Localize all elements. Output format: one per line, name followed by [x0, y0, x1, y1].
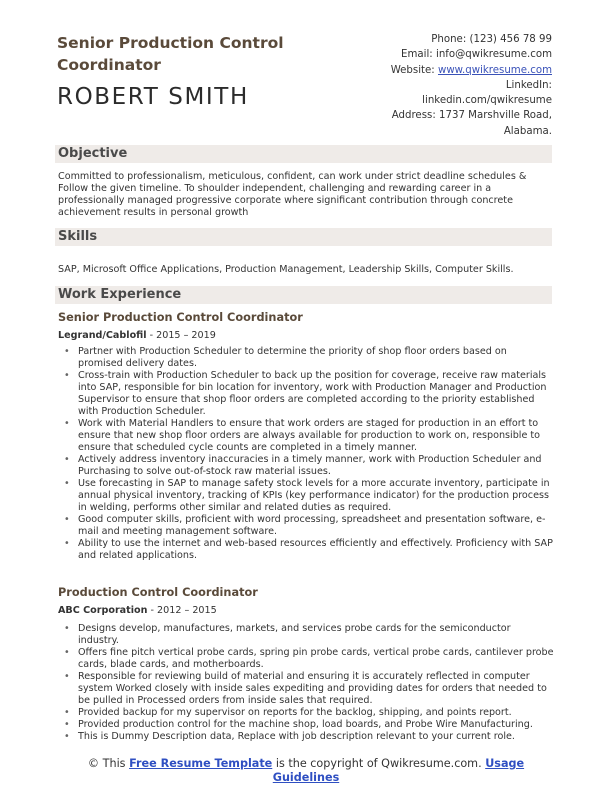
job-2-dates: - 2012 – 2015: [147, 605, 217, 616]
list-item: • Provided production control for the machine shop, load boards, and Probe Wire Manufacturing.: [62, 719, 554, 731]
job-1-role: Senior Production Control Coordinator: [58, 311, 303, 324]
list-item: • This is Dummy Description data, Replace with job description relevant to your current role.: [62, 731, 554, 743]
objective-heading: Objective: [58, 146, 128, 161]
phone-label: Phone:: [431, 34, 467, 45]
linkedin-label: LinkedIn:: [505, 79, 552, 91]
free-resume-template-link[interactable]: Free Resume Template: [129, 757, 273, 770]
list-item: • Actively address inventory inaccuracies in a timely manner, work with Production Scheduler and Purchasing to solve out-of-stock raw material issues.: [62, 454, 554, 478]
footer: [0, 757, 612, 785]
candidate-name: ROBERT SMITH: [57, 84, 249, 110]
address-line-1: [342, 108, 552, 123]
list-item: • Use forecasting in SAP to manage safety stock levels for a more accurate inventory, participate in annual physical inventory, tracking of KPIs (key performance indicator) for the production process in welding, performs other similar and related duties as required.: [62, 478, 554, 514]
job-1-company: Legrand/Cablofil: [58, 330, 147, 341]
experience-heading: Work Experience: [58, 287, 182, 302]
list-item: • Offers fine pitch vertical probe cards, spring pin probe cards, vertical probe cards, cantilever probe cards, blade cards, and motherboards.: [62, 647, 554, 671]
list-item: • Designs develop, manufactures, markets, and services probe cards for the semiconductor industry.: [62, 623, 554, 647]
list-item: • Work with Material Handlers to ensure that work orders are staged for production in an effort to ensure that new shop floor orders are always available for production to work on, responsible to ensure that scheduled cycle counts are completed in a timely manner.: [62, 418, 554, 454]
website-link[interactable]: www.qwikresume.com: [437, 64, 552, 76]
job-1-dates: - 2015 – 2019: [146, 330, 216, 341]
skills-text: SAP, Microsoft Office Applications, Production Management, Leadership Skills, Computer Skills.: [58, 264, 514, 275]
guidelines-link[interactable]: Guidelines: [272, 771, 340, 784]
email-line: [342, 47, 552, 62]
contact-block: [342, 32, 552, 139]
objective-text: Committed to professionalism, meticulous, confident, can work under strict deadline schedules & Follow the given timeline. To shoulder independent, challenging and rewarding career in a professionally managed progressive corporate where significant contribution through concrete achievement results in personal growth: [58, 171, 527, 218]
job-1-bullets: [62, 346, 554, 562]
resume-header: [57, 30, 555, 137]
email-value: info@qwikresume.com: [435, 49, 552, 61]
list-item: • Ability to use the internet and web-based resources efficiently and effectively. Proficiency with SAP and related applications.: [62, 538, 554, 562]
skills-heading: Skills: [58, 229, 98, 244]
job-1-company-line: [58, 330, 216, 342]
job-2-bullets: [62, 623, 554, 743]
job-2-role: Production Control Coordinator: [58, 586, 258, 599]
list-item: • Good computer skills, proficient with word processing, spreadsheet and presentation software, e-mail and meeting management software.: [62, 514, 554, 538]
footer-prefix: © This: [87, 757, 126, 770]
address-value-1: 1737 Marshville Road,: [439, 110, 552, 122]
linkedin-value: linkedin.com/qwikresume: [422, 95, 552, 107]
phone-line: [342, 32, 552, 47]
usage-link[interactable]: Usage: [485, 757, 525, 770]
skills-section-bar: [55, 228, 552, 246]
address-label: Address:: [391, 110, 436, 122]
job-2-company-line: [58, 605, 217, 617]
email-label: Email:: [401, 49, 433, 61]
objective-section-bar: [55, 145, 552, 163]
phone-value: (123) 456 78 99: [469, 34, 552, 45]
list-item: • Partner with Production Scheduler to determine the priority of shop floor orders based on promised delivery dates.: [62, 346, 554, 370]
job-2-company: ABC Corporation: [58, 605, 148, 616]
website-line: [342, 63, 552, 78]
website-label: Website:: [390, 64, 435, 76]
list-item: • Responsible for reviewing build of material and ensuring it is accurately reflected in computer system Worked closely with inside sales expediting and providing dates for orders that needed to be pulled in Processed orders from inside sales that required.: [62, 671, 554, 707]
job-title: Senior Production Control Coordinator: [57, 34, 284, 74]
list-item: • Cross-train with Production Scheduler to back up the position for coverage, receive raw materials into SAP, responsible for bin location for inventory, work with Production Manager and Production Supervisor to ensure that shop floor orders are completed according to the priority established with Production Scheduler.: [62, 370, 554, 418]
experience-section-bar: [55, 286, 552, 304]
address-line-2: Alabama.: [503, 125, 552, 137]
list-item: • Provided backup for my supervisor on reports for the backlog, shipping, and points report.: [62, 707, 554, 719]
footer-middle: is the copyright of Qwikresume.com.: [275, 757, 482, 770]
